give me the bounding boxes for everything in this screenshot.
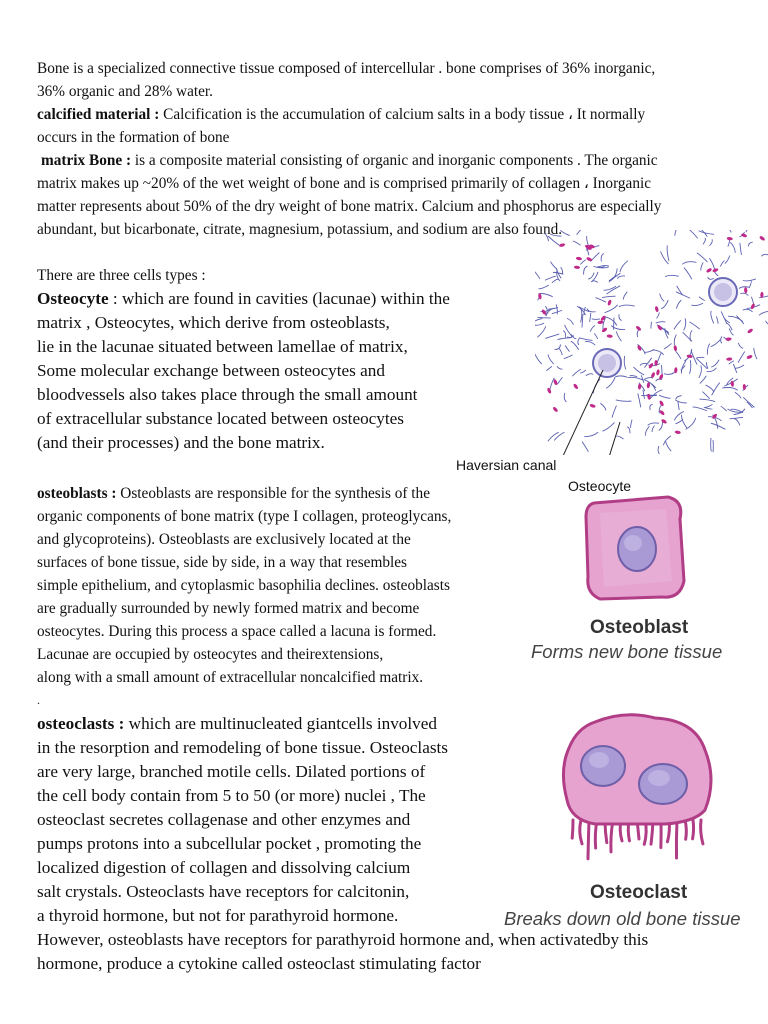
osteocyte-dot <box>659 409 665 416</box>
osteocyte-dot <box>746 354 753 359</box>
osteocyte-dot <box>597 320 603 324</box>
osteocyte-dot <box>586 256 593 261</box>
osteocyte-dot <box>656 369 660 375</box>
osteoblast-cell-illustration <box>580 493 690 605</box>
osteocyte-dot <box>601 327 608 333</box>
matrix-line-2: matrix makes up ~20% of the wet weight of bone and is comprised primarily of collagen ، Inorganic <box>37 175 652 192</box>
osteocyte-dot <box>574 265 580 269</box>
osteoclasts-line-2: in the resorption and remodeling of bone tissue. Osteoclasts <box>37 738 448 757</box>
osteocyte-dot <box>706 267 713 273</box>
osteocyte-line-6: of extracellular substance located between osteocytes <box>37 409 404 428</box>
osteocyte-dot <box>607 334 613 338</box>
intro-line-2: 36% organic and 28% water. <box>37 83 214 100</box>
cells-intro: There are three cells types : <box>37 267 206 284</box>
osteoclasts-line-10: However, osteoblasts have receptors for parathyroid hormone and, when activatedby this <box>37 930 649 949</box>
osteoclasts-line-5: osteoclast secretes collagenase and other enzymes and <box>37 810 411 829</box>
osteocyte-line-1 <box>37 287 450 310</box>
matrix-line-3: matter represents about 50% of the dry weight of bone matrix. Calcium and phosphorus are especially <box>37 198 662 215</box>
osteocyte-dot <box>727 237 733 241</box>
osteoblasts-line-4: surfaces of bone tissue, side by side, in a way that resembles <box>37 554 408 571</box>
osteoblasts-line-2: organic components of bone matrix (type I collagen, proteoglycans, <box>37 508 452 525</box>
osteocyte-dot <box>674 367 678 373</box>
osteocyte-dot <box>573 383 579 390</box>
osteoclasts-line-11: hormone, produce a cytokine called osteoclast stimulating factor <box>37 954 481 973</box>
osteocyte-dot <box>607 299 612 306</box>
osteocyte-dot <box>654 306 659 313</box>
ruffled-border <box>572 820 703 859</box>
osteocyte-dot <box>559 243 566 248</box>
haversian-system-illustration <box>535 230 768 455</box>
osteocyte-dot <box>759 235 766 241</box>
osteoblast-caption-subtitle: Forms new bone tissue <box>531 641 723 662</box>
osteocyte-dot <box>576 257 582 261</box>
osteoblasts-text: Osteoblasts are responsible for the synthesis of the <box>116 485 430 502</box>
osteocyte-dot <box>659 400 665 407</box>
osteocyte-dot <box>747 328 754 334</box>
osteoblasts-line-1 <box>37 482 430 505</box>
calcified-line-2: occurs in the formation of bone <box>37 129 230 146</box>
osteoblasts-line-8: Lacunae are occupied by osteocytes and theirextensions, <box>37 646 384 663</box>
intro-line-1: Bone is a specialized connective tissue composed of intercellular . bone comprises of 36% inorganic, <box>37 60 656 77</box>
osteoclasts-text: which are multinucleated giantcells involved <box>124 714 437 733</box>
osteocyte-line-5: bloodvessels also takes place through the small amount <box>37 385 418 404</box>
osteoclasts-line-1 <box>37 712 437 735</box>
osteoblasts-line-5: simple epithelium, and cytoplasmic basophilia declines. osteoblasts <box>37 577 450 594</box>
osteoblasts-term: osteoblasts : <box>37 485 117 502</box>
osteocyte-dot <box>589 403 596 408</box>
osteocyte-line-4: Some molecular exchange between osteocytes and <box>37 361 385 380</box>
osteoblasts-line-3: and glycoproteins). Osteoblasts are exclusively located at the <box>37 531 411 548</box>
osteocyte-dot <box>741 233 748 238</box>
osteoclasts-line-8: salt crystals. Osteoclasts have receptors for calcitonin, <box>37 882 410 901</box>
matrix-line-1 <box>41 149 658 172</box>
osteoclasts-line-7: localized digestion of collagen and dissolving calcium <box>37 858 411 877</box>
osteocyte-dot <box>673 345 677 352</box>
osteocyte-dot <box>638 383 642 389</box>
osteocyte-dot <box>744 287 748 293</box>
osteoclasts-line-4: the cell body contain from 5 to 50 (or more) nuclei , The <box>37 786 426 805</box>
osteoclast-cell-illustration <box>555 710 725 870</box>
canaliculi-network <box>535 230 768 454</box>
osteoblasts-dot: . <box>37 693 40 707</box>
osteoblasts-line-6: are gradually surrounded by newly formed matrix and become <box>37 600 420 617</box>
osteocyte-pointer-line <box>605 422 620 455</box>
osteocyte-dot <box>725 337 731 341</box>
osteocyte-dot <box>552 406 558 413</box>
osteoblast-caption-title: Osteoblast <box>590 617 689 638</box>
osteoclasts-line-6: pumps protons into a subcellular pocket , promoting the <box>37 834 422 853</box>
osteocyte-line-3: lie in the lacunae situated between lamellae of matrix, <box>37 337 408 356</box>
matrix-term: matrix Bone : <box>41 152 132 169</box>
calcified-term: calcified material : <box>37 106 160 123</box>
osteocyte-text: : which are found in cavities (lacunae) within the <box>108 289 450 308</box>
osteocyte-dot <box>743 384 747 390</box>
osteoclasts-line-3: are very large, branched motile cells. Dilated portions of <box>37 762 426 781</box>
osteocyte-dot <box>661 418 668 424</box>
calcified-text: Calcification is the accumulation of calcium salts in a body tissue ، It normally <box>159 106 646 123</box>
osteocyte-dot <box>675 430 681 434</box>
osteoclast-caption-title: Osteoclast <box>590 882 688 903</box>
haversian-canal-label: Haversian canal <box>456 457 557 473</box>
osteocyte-dot <box>547 387 552 394</box>
osteoblasts-line-9: along with a small amount of extracellular noncalcified matrix. <box>37 669 424 686</box>
matrix-line-4: abundant, but bicarbonate, citrate, magnesium, potassium, and sodium are also found. <box>37 221 563 238</box>
osteoclasts-term: osteoclasts : <box>37 714 125 733</box>
osteoclasts-line-9: a thyroid hormone, but not for parathyroid hormone. <box>37 906 399 925</box>
osteoblasts-line-7: osteocytes. During this process a space called a lacuna is formed. <box>37 623 437 640</box>
osteocyte-label: Osteocyte <box>568 478 632 494</box>
osteocyte-dot <box>686 354 692 358</box>
osteocyte-line-2: matrix , Osteocytes, which derive from osteoblasts, <box>37 313 390 332</box>
osteocyte-dot <box>654 360 657 366</box>
osteocyte-dot <box>712 268 719 273</box>
calcified-line-1 <box>37 103 645 126</box>
osteocyte-dot <box>726 357 732 361</box>
osteoclast-caption-subtitle: Breaks down old bone tissue <box>504 908 741 929</box>
osteocyte-line-7: (and their processes) and the bone matrix. <box>37 433 325 452</box>
osteocyte-term: Osteocyte <box>37 289 109 308</box>
matrix-text: is a composite material consisting of organic and inorganic components . The organic <box>131 152 658 169</box>
